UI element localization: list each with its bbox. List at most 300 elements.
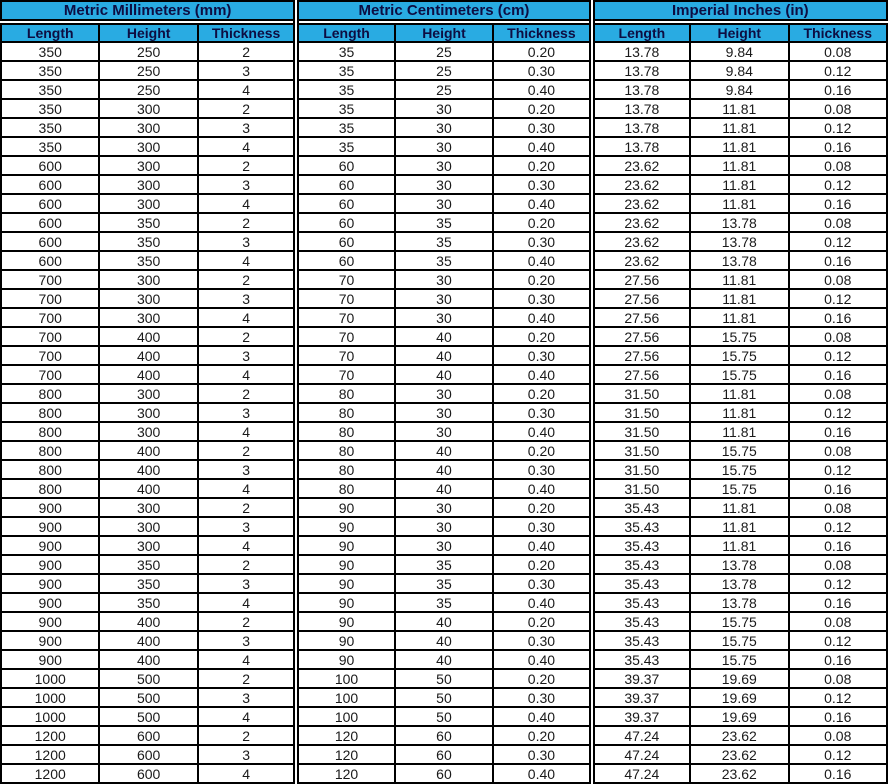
table-cell: 800	[1, 460, 99, 479]
table-cell: 900	[1, 650, 99, 669]
table-cell: 47.24	[592, 745, 690, 764]
table-cell: 0.40	[493, 764, 591, 783]
table-cell: 23.62	[592, 175, 690, 194]
table-cell: 30	[395, 536, 493, 555]
table-row	[1, 745, 887, 764]
table-cell: 40	[395, 612, 493, 631]
table-cell: 80	[296, 441, 394, 460]
table-cell: 500	[99, 688, 197, 707]
table-cell: 1200	[1, 726, 99, 745]
table-cell: 23.62	[592, 194, 690, 213]
table-cell: 1000	[1, 669, 99, 688]
table-cell: 250	[99, 61, 197, 80]
table-row	[1, 422, 887, 441]
table-cell: 60	[296, 213, 394, 232]
table-cell: 60	[395, 726, 493, 745]
table-cell: 800	[1, 384, 99, 403]
table-cell: 0.20	[493, 213, 591, 232]
table-cell: 40	[395, 346, 493, 365]
table-cell: 0.12	[789, 61, 888, 80]
table-cell: 900	[1, 612, 99, 631]
table-cell: 0.30	[493, 745, 591, 764]
table-cell: 0.16	[789, 707, 888, 726]
table-cell: 80	[296, 460, 394, 479]
table-cell: 15.75	[690, 479, 788, 498]
table-cell: 30	[395, 422, 493, 441]
table-cell: 15.75	[690, 460, 788, 479]
table-cell: 9.84	[690, 61, 788, 80]
table-cell: 70	[296, 327, 394, 346]
table-cell: 15.75	[690, 612, 788, 631]
table-cell: 4	[198, 365, 296, 384]
table-cell: 11.81	[690, 289, 788, 308]
table-cell: 0.40	[493, 137, 591, 156]
column-header: Length	[296, 22, 394, 42]
table-row	[1, 650, 887, 669]
table-row	[1, 232, 887, 251]
table-cell: 350	[99, 593, 197, 612]
table-cell: 120	[296, 726, 394, 745]
table-cell: 23.62	[592, 213, 690, 232]
table-cell: 9.84	[690, 42, 788, 61]
table-cell: 3	[198, 460, 296, 479]
table-cell: 30	[395, 517, 493, 536]
table-cell: 40	[395, 441, 493, 460]
table-row	[1, 707, 887, 726]
table-cell: 2	[198, 327, 296, 346]
group-header: Metric Centimeters (cm)	[296, 1, 591, 22]
table-cell: 0.16	[789, 137, 888, 156]
table-cell: 70	[296, 365, 394, 384]
table-cell: 31.50	[592, 384, 690, 403]
table-cell: 4	[198, 650, 296, 669]
column-header: Height	[99, 22, 197, 42]
table-cell: 0.20	[493, 555, 591, 574]
table-cell: 0.30	[493, 688, 591, 707]
table-cell: 0.20	[493, 612, 591, 631]
table-cell: 2	[198, 498, 296, 517]
table-cell: 0.40	[493, 536, 591, 555]
table-row	[1, 403, 887, 422]
table-row	[1, 460, 887, 479]
table-cell: 3	[198, 745, 296, 764]
table-cell: 13.78	[592, 80, 690, 99]
table-cell: 1200	[1, 764, 99, 783]
table-cell: 0.12	[789, 232, 888, 251]
table-cell: 39.37	[592, 688, 690, 707]
table-cell: 700	[1, 270, 99, 289]
column-header: Thickness	[789, 22, 888, 42]
table-cell: 0.20	[493, 327, 591, 346]
table-cell: 3	[198, 574, 296, 593]
table-cell: 11.81	[690, 536, 788, 555]
table-row	[1, 764, 887, 783]
table-row	[1, 270, 887, 289]
table-cell: 2	[198, 726, 296, 745]
table-cell: 35	[395, 213, 493, 232]
table-cell: 0.20	[493, 384, 591, 403]
table-cell: 3	[198, 346, 296, 365]
table-cell: 600	[1, 213, 99, 232]
table-cell: 400	[99, 650, 197, 669]
table-cell: 250	[99, 42, 197, 61]
table-cell: 23.62	[690, 745, 788, 764]
table-cell: 27.56	[592, 327, 690, 346]
table-cell: 0.08	[789, 441, 888, 460]
table-cell: 0.08	[789, 726, 888, 745]
table-cell: 0.08	[789, 213, 888, 232]
table-cell: 0.16	[789, 764, 888, 783]
table-row	[1, 99, 887, 118]
table-cell: 13.78	[592, 99, 690, 118]
table-cell: 250	[99, 80, 197, 99]
table-row	[1, 365, 887, 384]
table-row	[1, 669, 887, 688]
table-cell: 300	[99, 517, 197, 536]
table-cell: 0.16	[789, 593, 888, 612]
table-cell: 900	[1, 498, 99, 517]
table-cell: 3	[198, 232, 296, 251]
table-cell: 60	[296, 194, 394, 213]
table-cell: 40	[395, 327, 493, 346]
table-cell: 0.40	[493, 365, 591, 384]
table-row	[1, 536, 887, 555]
table-cell: 0.20	[493, 726, 591, 745]
table-cell: 900	[1, 593, 99, 612]
table-row	[1, 479, 887, 498]
column-header: Height	[690, 22, 788, 42]
table-cell: 11.81	[690, 422, 788, 441]
table-cell: 90	[296, 517, 394, 536]
table-cell: 350	[1, 99, 99, 118]
table-row	[1, 384, 887, 403]
table-cell: 80	[296, 422, 394, 441]
table-cell: 15.75	[690, 441, 788, 460]
table-row	[1, 289, 887, 308]
table-cell: 35	[296, 42, 394, 61]
table-cell: 60	[395, 764, 493, 783]
table-cell: 800	[1, 422, 99, 441]
table-cell: 90	[296, 650, 394, 669]
table-cell: 30	[395, 308, 493, 327]
table-cell: 100	[296, 669, 394, 688]
table-cell: 35.43	[592, 631, 690, 650]
table-cell: 500	[99, 669, 197, 688]
table-cell: 3	[198, 289, 296, 308]
table-cell: 0.12	[789, 688, 888, 707]
table-cell: 47.24	[592, 764, 690, 783]
table-cell: 400	[99, 479, 197, 498]
table-cell: 120	[296, 745, 394, 764]
table-cell: 30	[395, 289, 493, 308]
table-cell: 2	[198, 555, 296, 574]
table-cell: 31.50	[592, 460, 690, 479]
table-cell: 0.40	[493, 194, 591, 213]
table-cell: 600	[1, 194, 99, 213]
table-row	[1, 593, 887, 612]
table-cell: 27.56	[592, 289, 690, 308]
table-cell: 70	[296, 270, 394, 289]
table-cell: 35	[395, 232, 493, 251]
table-row	[1, 726, 887, 745]
table-cell: 900	[1, 574, 99, 593]
table-cell: 600	[99, 726, 197, 745]
table-cell: 400	[99, 631, 197, 650]
table-row	[1, 251, 887, 270]
table-cell: 27.56	[592, 346, 690, 365]
table-cell: 30	[395, 137, 493, 156]
table-cell: 0.12	[789, 346, 888, 365]
table-cell: 50	[395, 669, 493, 688]
table-cell: 80	[296, 479, 394, 498]
table-cell: 0.08	[789, 669, 888, 688]
table-cell: 300	[99, 156, 197, 175]
table-cell: 19.69	[690, 707, 788, 726]
table-cell: 13.78	[592, 61, 690, 80]
table-row	[1, 61, 887, 80]
table-cell: 30	[395, 194, 493, 213]
table-cell: 0.08	[789, 384, 888, 403]
table-cell: 0.20	[493, 99, 591, 118]
table-cell: 4	[198, 707, 296, 726]
table-cell: 35	[395, 555, 493, 574]
table-cell: 4	[198, 422, 296, 441]
table-cell: 0.08	[789, 327, 888, 346]
table-cell: 35	[296, 80, 394, 99]
table-cell: 60	[296, 251, 394, 270]
table-cell: 700	[1, 289, 99, 308]
table-cell: 30	[395, 118, 493, 137]
table-cell: 2	[198, 270, 296, 289]
table-cell: 35	[296, 137, 394, 156]
table-cell: 0.08	[789, 612, 888, 631]
table-cell: 30	[395, 403, 493, 422]
table-cell: 35.43	[592, 536, 690, 555]
table-cell: 3	[198, 61, 296, 80]
table-cell: 47.24	[592, 726, 690, 745]
table-cell: 0.12	[789, 289, 888, 308]
table-cell: 600	[1, 175, 99, 194]
table-cell: 11.81	[690, 270, 788, 289]
table-cell: 0.20	[493, 156, 591, 175]
table-cell: 350	[99, 555, 197, 574]
table-cell: 0.12	[789, 517, 888, 536]
table-cell: 39.37	[592, 707, 690, 726]
table-cell: 300	[99, 536, 197, 555]
table-cell: 35.43	[592, 593, 690, 612]
table-cell: 0.40	[493, 308, 591, 327]
table-cell: 2	[198, 669, 296, 688]
table-row	[1, 346, 887, 365]
table-cell: 0.20	[493, 42, 591, 61]
table-cell: 31.50	[592, 403, 690, 422]
table-cell: 0.30	[493, 232, 591, 251]
table-cell: 0.12	[789, 631, 888, 650]
table-cell: 70	[296, 289, 394, 308]
table-row	[1, 118, 887, 137]
table-cell: 350	[1, 61, 99, 80]
table-cell: 0.40	[493, 251, 591, 270]
table-row	[1, 175, 887, 194]
table-cell: 27.56	[592, 365, 690, 384]
table-cell: 35	[395, 593, 493, 612]
table-cell: 19.69	[690, 669, 788, 688]
table-cell: 400	[99, 612, 197, 631]
table-body	[1, 42, 887, 783]
table-row	[1, 80, 887, 99]
table-cell: 4	[198, 593, 296, 612]
table-cell: 35.43	[592, 650, 690, 669]
table-cell: 25	[395, 61, 493, 80]
table-cell: 2	[198, 384, 296, 403]
table-cell: 800	[1, 403, 99, 422]
table-cell: 39.37	[592, 669, 690, 688]
table-cell: 400	[99, 327, 197, 346]
table-cell: 90	[296, 612, 394, 631]
table-cell: 11.81	[690, 517, 788, 536]
table-cell: 35.43	[592, 517, 690, 536]
table-cell: 35.43	[592, 498, 690, 517]
table-cell: 0.20	[493, 270, 591, 289]
table-cell: 0.40	[493, 422, 591, 441]
table-cell: 60	[395, 745, 493, 764]
table-row	[1, 327, 887, 346]
table-cell: 300	[99, 137, 197, 156]
table-cell: 0.30	[493, 517, 591, 536]
table-cell: 60	[296, 156, 394, 175]
table-cell: 4	[198, 251, 296, 270]
table-cell: 100	[296, 688, 394, 707]
table-cell: 90	[296, 631, 394, 650]
table-row	[1, 574, 887, 593]
table-cell: 4	[198, 764, 296, 783]
table-cell: 40	[395, 631, 493, 650]
table-cell: 11.81	[690, 384, 788, 403]
table-cell: 400	[99, 365, 197, 384]
table-cell: 0.16	[789, 365, 888, 384]
table-cell: 30	[395, 156, 493, 175]
table-cell: 2	[198, 42, 296, 61]
table-cell: 350	[99, 251, 197, 270]
table-cell: 300	[99, 270, 197, 289]
table-cell: 700	[1, 327, 99, 346]
table-cell: 0.12	[789, 118, 888, 137]
table-cell: 30	[395, 270, 493, 289]
table-cell: 0.30	[493, 574, 591, 593]
table-cell: 300	[99, 384, 197, 403]
table-row	[1, 137, 887, 156]
table-cell: 25	[395, 80, 493, 99]
table-cell: 2	[198, 156, 296, 175]
table-cell: 0.30	[493, 118, 591, 137]
table-cell: 2	[198, 99, 296, 118]
table-cell: 4	[198, 194, 296, 213]
table-cell: 40	[395, 650, 493, 669]
table-cell: 3	[198, 517, 296, 536]
table-cell: 350	[99, 574, 197, 593]
table-row	[1, 612, 887, 631]
table-cell: 600	[1, 156, 99, 175]
table-cell: 300	[99, 289, 197, 308]
table-cell: 300	[99, 308, 197, 327]
table-cell: 35.43	[592, 555, 690, 574]
table-cell: 3	[198, 118, 296, 137]
table-cell: 31.50	[592, 422, 690, 441]
table-cell: 4	[198, 479, 296, 498]
table-cell: 0.30	[493, 403, 591, 422]
table-cell: 4	[198, 536, 296, 555]
table-row	[1, 42, 887, 61]
table-cell: 0.30	[493, 460, 591, 479]
table-cell: 0.40	[493, 80, 591, 99]
table-cell: 0.40	[493, 707, 591, 726]
table-cell: 9.84	[690, 80, 788, 99]
table-cell: 0.16	[789, 308, 888, 327]
table-cell: 35.43	[592, 612, 690, 631]
table-cell: 0.16	[789, 650, 888, 669]
table-cell: 23.62	[592, 251, 690, 270]
table-cell: 300	[99, 175, 197, 194]
table-cell: 300	[99, 194, 197, 213]
table-cell: 11.81	[690, 175, 788, 194]
table-cell: 40	[395, 460, 493, 479]
table-cell: 27.56	[592, 308, 690, 327]
table-cell: 0.08	[789, 270, 888, 289]
table-row	[1, 213, 887, 232]
group-header: Metric Millimeters (mm)	[1, 1, 296, 22]
table-cell: 1000	[1, 707, 99, 726]
table-cell: 31.50	[592, 479, 690, 498]
table-cell: 15.75	[690, 327, 788, 346]
table-cell: 13.78	[690, 232, 788, 251]
table-cell: 600	[99, 764, 197, 783]
table-cell: 15.75	[690, 650, 788, 669]
table-row	[1, 555, 887, 574]
table-header	[1, 1, 887, 42]
table-cell: 80	[296, 384, 394, 403]
table-row	[1, 498, 887, 517]
table-cell: 0.20	[493, 498, 591, 517]
table-cell: 11.81	[690, 118, 788, 137]
column-header: Length	[1, 22, 99, 42]
table-cell: 0.08	[789, 156, 888, 175]
table-row	[1, 441, 887, 460]
column-header: Height	[395, 22, 493, 42]
table-cell: 35	[296, 61, 394, 80]
table-cell: 0.16	[789, 80, 888, 99]
table-cell: 500	[99, 707, 197, 726]
table-row	[1, 156, 887, 175]
table-cell: 11.81	[690, 403, 788, 422]
table-cell: 120	[296, 764, 394, 783]
table-cell: 35	[296, 99, 394, 118]
table-cell: 350	[1, 80, 99, 99]
table-cell: 0.16	[789, 194, 888, 213]
table-cell: 0.40	[493, 593, 591, 612]
table-cell: 0.08	[789, 99, 888, 118]
table-cell: 15.75	[690, 346, 788, 365]
table-cell: 30	[395, 99, 493, 118]
table-cell: 0.16	[789, 251, 888, 270]
column-header-row	[1, 22, 887, 42]
table-cell: 3	[198, 631, 296, 650]
table-cell: 0.12	[789, 745, 888, 764]
table-cell: 70	[296, 346, 394, 365]
table-cell: 13.78	[690, 555, 788, 574]
table-cell: 35	[395, 251, 493, 270]
table-cell: 600	[1, 232, 99, 251]
table-cell: 35.43	[592, 574, 690, 593]
